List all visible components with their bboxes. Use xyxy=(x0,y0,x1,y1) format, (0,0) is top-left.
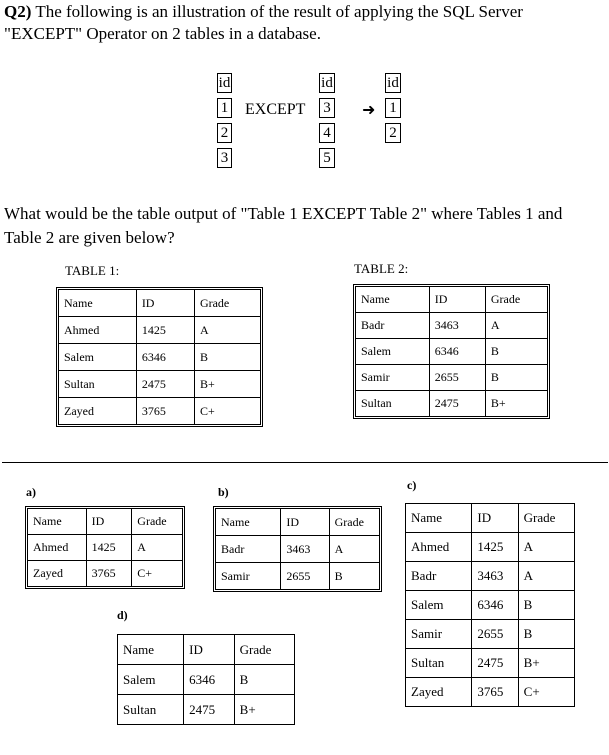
header-row xyxy=(406,504,575,533)
table-cell: B xyxy=(518,591,574,620)
column-header: Name xyxy=(406,504,472,533)
column-header: Grade xyxy=(194,290,260,317)
header-row xyxy=(59,290,261,317)
table-cell: 2475 xyxy=(472,649,518,678)
table1-label: TABLE 1: xyxy=(65,263,120,278)
table-cell: Zayed xyxy=(406,678,472,707)
left-cell: 3 xyxy=(217,148,232,168)
left-cell: 1 xyxy=(217,98,232,118)
table-cell: Badr xyxy=(406,562,472,591)
table-cell: 6346 xyxy=(429,339,485,365)
left-cell: id xyxy=(218,75,231,91)
question-number: Q2) xyxy=(4,2,32,21)
table-row xyxy=(406,562,575,591)
column-header: Grade xyxy=(234,635,294,665)
column-header: Name xyxy=(59,290,137,317)
right-cell: id xyxy=(319,73,335,93)
table-cell: B+ xyxy=(518,649,574,678)
table-cell: C+ xyxy=(518,678,574,707)
table-cell: A xyxy=(518,533,574,562)
table-cell: B xyxy=(234,665,294,695)
column-header: ID xyxy=(281,509,329,536)
table-cell: 2475 xyxy=(184,695,234,725)
table-cell: 3765 xyxy=(86,561,132,587)
table-cell: B xyxy=(518,620,574,649)
column-header: Grade xyxy=(329,509,379,536)
result-cell: 2 xyxy=(385,123,401,143)
column-header: Grade xyxy=(518,504,574,533)
result-cell: 1 xyxy=(385,98,401,118)
table-cell: Samir xyxy=(356,365,430,391)
table-cell: Badr xyxy=(356,313,430,339)
table-cell: B xyxy=(329,563,379,590)
table-cell: Zayed xyxy=(59,398,137,425)
table-cell: 1425 xyxy=(472,533,518,562)
table-cell: B xyxy=(485,365,547,391)
column-header: ID xyxy=(184,635,234,665)
option-b-label: b) xyxy=(218,485,229,499)
table-cell: 6346 xyxy=(184,665,234,695)
table-cell: Ahmed xyxy=(406,533,472,562)
arrow-icon: ➜ xyxy=(362,100,376,119)
table-row xyxy=(406,533,575,562)
table-cell: Salem xyxy=(356,339,430,365)
table-cell: 6346 xyxy=(472,591,518,620)
table-row xyxy=(216,536,380,563)
header-row xyxy=(216,509,380,536)
column-header: Grade xyxy=(132,509,183,535)
table-2 xyxy=(355,286,548,417)
table-cell: Ahmed xyxy=(28,535,87,561)
table-cell: A xyxy=(194,317,260,344)
column-header: Name xyxy=(118,635,184,665)
header-row xyxy=(356,287,548,313)
table-cell: Badr xyxy=(216,536,281,563)
table-row xyxy=(406,678,575,707)
table-1 xyxy=(58,289,261,425)
table-cell: Samir xyxy=(216,563,281,590)
table-row xyxy=(406,620,575,649)
table-row xyxy=(118,665,295,695)
right-cell: 5 xyxy=(319,148,335,168)
column-header: Grade xyxy=(485,287,547,313)
column-header: ID xyxy=(136,290,194,317)
table-cell: Zayed xyxy=(28,561,87,587)
table-cell: B+ xyxy=(234,695,294,725)
table-cell: B xyxy=(485,339,547,365)
table-row xyxy=(356,339,548,365)
table-cell: Salem xyxy=(406,591,472,620)
table-cell: C+ xyxy=(194,398,260,425)
result-cell: id xyxy=(385,73,401,93)
table2-label: TABLE 2: xyxy=(354,261,409,276)
question-line-2: "EXCEPT" Operator on 2 tables in a database. xyxy=(4,24,321,43)
table-cell: B+ xyxy=(485,391,547,417)
left-cell: 2 xyxy=(217,123,232,143)
question-line-1: The following is an illustration of the result of applying the SQL Server xyxy=(35,2,523,21)
table-row xyxy=(356,391,548,417)
table-row xyxy=(118,695,295,725)
option-d-label: d) xyxy=(117,608,128,622)
option-b-table[interactable] xyxy=(215,508,380,590)
table-row xyxy=(356,365,548,391)
table-cell: B+ xyxy=(194,371,260,398)
table-cell: 1425 xyxy=(86,535,132,561)
table-cell: 2475 xyxy=(429,391,485,417)
table-row xyxy=(356,313,548,339)
table-row xyxy=(59,398,261,425)
prompt-line-1: What would be the table output of "Table 1 EXCEPT Table 2" where Tables 1 and xyxy=(4,204,563,223)
prompt-line-2: Table 2 are given below? xyxy=(4,228,175,247)
table-cell: Sultan xyxy=(118,695,184,725)
option-d-table[interactable] xyxy=(117,634,295,725)
table-row xyxy=(28,535,183,561)
table-cell: 3765 xyxy=(136,398,194,425)
column-header: ID xyxy=(429,287,485,313)
table-cell: Salem xyxy=(118,665,184,695)
header-row xyxy=(28,509,183,535)
table-cell: Sultan xyxy=(406,649,472,678)
table-cell: A xyxy=(329,536,379,563)
table-row xyxy=(216,563,380,590)
table-cell: 3463 xyxy=(281,536,329,563)
right-cell: 3 xyxy=(319,98,335,118)
question-text xyxy=(4,1,523,23)
table-cell: 3765 xyxy=(472,678,518,707)
table-cell: Samir xyxy=(406,620,472,649)
table-row xyxy=(406,649,575,678)
table-cell: Salem xyxy=(59,344,137,371)
table-cell: Sultan xyxy=(59,371,137,398)
option-a-label: a) xyxy=(26,485,36,499)
table-cell: 2655 xyxy=(472,620,518,649)
divider xyxy=(2,462,608,463)
table-cell: 3463 xyxy=(429,313,485,339)
table-row xyxy=(59,344,261,371)
right-cell: 4 xyxy=(319,123,335,143)
table-cell: A xyxy=(485,313,547,339)
column-header: Name xyxy=(216,509,281,536)
table-cell: A xyxy=(132,535,183,561)
column-header: Name xyxy=(356,287,430,313)
table-row xyxy=(59,371,261,398)
table-cell: Sultan xyxy=(356,391,430,417)
option-c-table[interactable] xyxy=(405,503,575,707)
table-row xyxy=(406,591,575,620)
table-cell: 2655 xyxy=(281,563,329,590)
table-cell: Ahmed xyxy=(59,317,137,344)
column-header: ID xyxy=(472,504,518,533)
table-cell: B xyxy=(194,344,260,371)
option-a-table[interactable] xyxy=(27,508,183,587)
table-row xyxy=(59,317,261,344)
column-header: Name xyxy=(28,509,87,535)
table-cell: 6346 xyxy=(136,344,194,371)
table-cell: A xyxy=(518,562,574,591)
table-cell: 1425 xyxy=(136,317,194,344)
column-header: ID xyxy=(86,509,132,535)
except-operator: EXCEPT xyxy=(245,101,306,118)
table-cell: 2475 xyxy=(136,371,194,398)
table-cell: 2655 xyxy=(429,365,485,391)
table-row xyxy=(28,561,183,587)
option-c-label: c) xyxy=(407,478,417,492)
table-cell: 3463 xyxy=(472,562,518,591)
table-cell: C+ xyxy=(132,561,183,587)
header-row xyxy=(118,635,295,665)
